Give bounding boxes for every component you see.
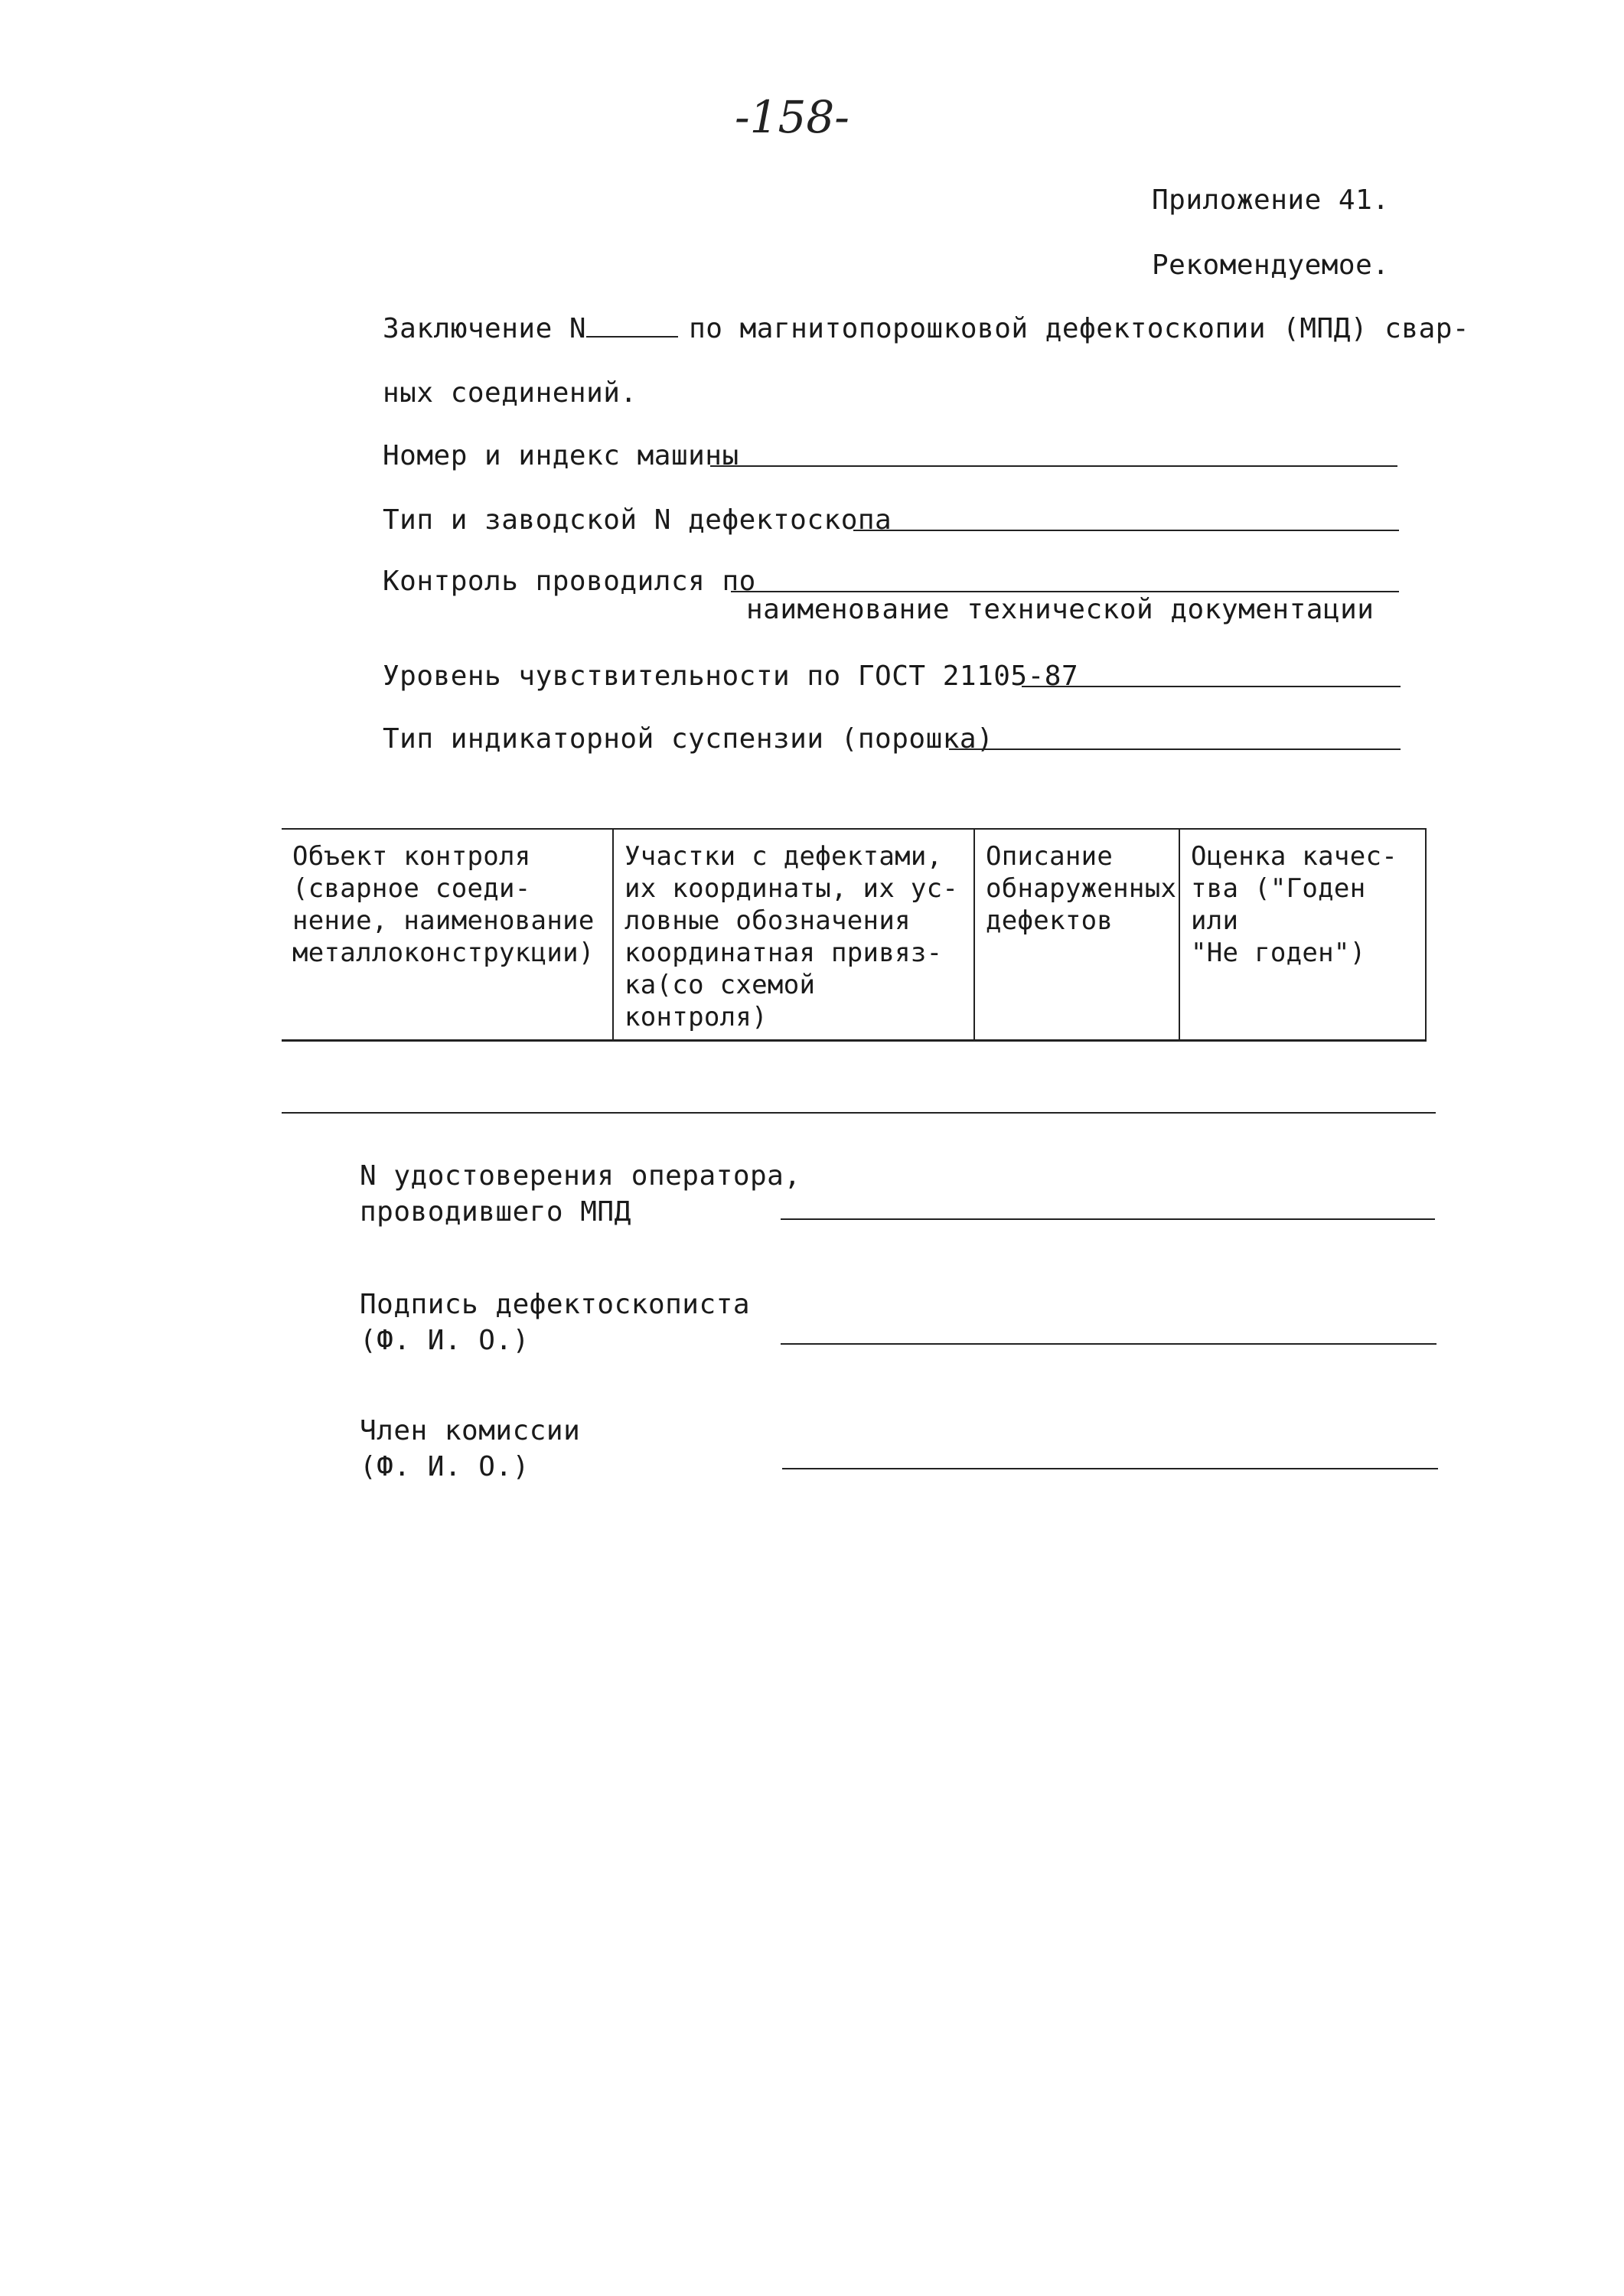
- title-suffix: по магнитопорошковой дефектоскопии (МПД) свар-: [689, 313, 1470, 344]
- header-quality-assessment: Оценка качес- тва ("Годен или "Не годен"): [1179, 829, 1426, 1041]
- suspension-field-line[interactable]: [949, 748, 1401, 750]
- control-by-field-label: Контроль проводился по: [383, 566, 756, 597]
- conclusion-number-blank[interactable]: [586, 313, 678, 338]
- sensitivity-field-label: Уровень чувствительности по ГОСТ 21105-87: [383, 660, 1079, 692]
- machine-field-label: Номер и индекс машины: [383, 440, 739, 471]
- inspector-signature-label-line-2: (Ф. И. О.): [360, 1325, 530, 1356]
- operator-cert-line[interactable]: [781, 1218, 1435, 1220]
- table-bottom-rule: [282, 1112, 1436, 1114]
- inspector-signature-label-line-1: Подпись дефектоскописта: [360, 1289, 750, 1320]
- operator-cert-label-line-2: проводившего МПД: [360, 1196, 631, 1228]
- inspection-table: [282, 828, 1427, 1042]
- header-inspection-object: Объект контроля (сварное соеди- нение, наименование металлоконструкции): [282, 829, 613, 1041]
- suspension-field-label: Тип индикаторной суспензии (порошка): [383, 723, 994, 755]
- page-number: -158-: [735, 91, 850, 143]
- recommended-label: Рекомендуемое.: [1152, 249, 1390, 281]
- commission-member-label-line-2: (Ф. И. О.): [360, 1451, 530, 1482]
- title-prefix: Заключение N: [383, 313, 587, 344]
- control-by-field-line[interactable]: [731, 591, 1399, 592]
- detector-field-label: Тип и заводской N дефектоскопа: [383, 504, 892, 536]
- inspector-signature-line[interactable]: [781, 1343, 1436, 1345]
- control-by-caption: наименование технической документации: [746, 594, 1375, 625]
- machine-field-line[interactable]: [710, 465, 1397, 467]
- commission-member-label-line-1: Член комиссии: [360, 1415, 581, 1446]
- commission-member-line[interactable]: [782, 1468, 1438, 1469]
- title-line-1: [383, 312, 1469, 346]
- detector-field-line[interactable]: [853, 530, 1399, 531]
- appendix-label: Приложение 41.: [1152, 184, 1390, 216]
- operator-cert-label-line-1: N удостоверения оператора,: [360, 1160, 801, 1192]
- table-header-row: [282, 829, 1426, 1041]
- header-defect-description: Описание обнаруженных дефектов: [974, 829, 1179, 1041]
- title-line-2: ных соединений.: [383, 377, 638, 409]
- sensitivity-field-line[interactable]: [1022, 686, 1401, 687]
- header-defect-areas: Участки с дефектами, их координаты, их ус- ловные обозначения координатная привяз- ка(со схемой контроля): [613, 829, 974, 1041]
